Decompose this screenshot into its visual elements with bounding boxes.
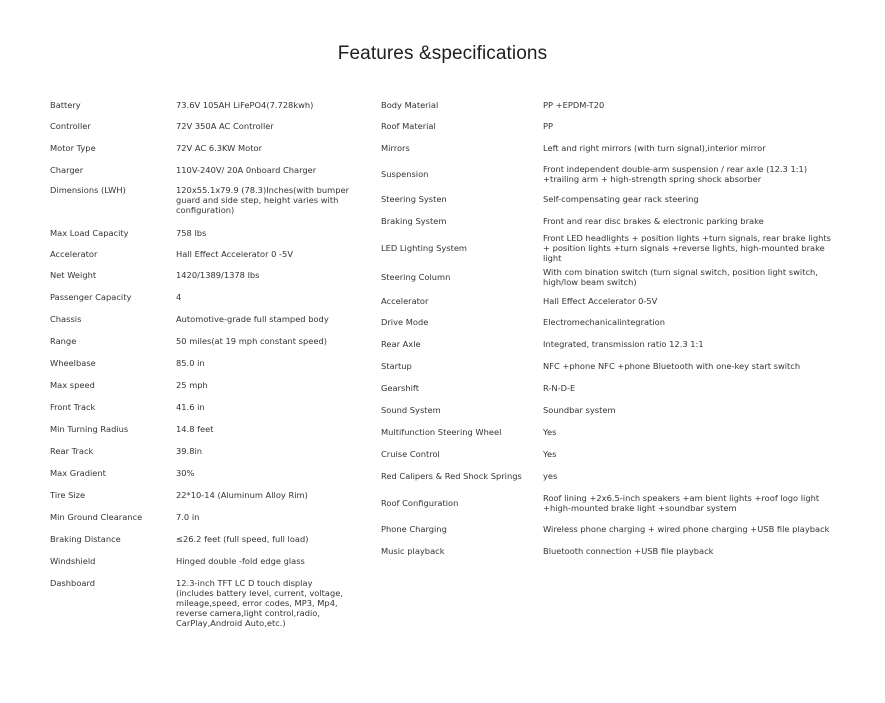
spec-label: Suspension <box>381 168 429 179</box>
spec-label: Cruise Control <box>381 449 440 459</box>
spec-value: Hall Effect Accelerator 0-5V <box>543 295 658 306</box>
spec-row-net-weight <box>50 264 370 286</box>
spec-label: Accelerator <box>50 248 98 259</box>
spec-row-controller <box>50 115 370 137</box>
spec-value: 12.3-inch TFT LC D touch display (includes battery level, current, voltage, mileage,speed, error codes, MP3, Mp4, reverse camera,light control,radio, CarPlay,Android Auto,etc.) <box>176 578 344 628</box>
spec-value: 14.8 feet <box>176 424 214 434</box>
spec-label: Net Weight <box>50 270 97 280</box>
spec-row-dashboard <box>50 572 370 634</box>
spec-label: Braking System <box>381 216 447 226</box>
spec-value: Soundbar system <box>543 405 616 415</box>
spec-row-cruise-control <box>381 443 841 465</box>
spec-value: 7.0 in <box>176 512 200 522</box>
spec-row-accelerator <box>381 290 841 311</box>
spec-label: Rear Track <box>50 446 94 456</box>
spec-value: 25 mph <box>176 380 208 390</box>
spec-row-accelerator <box>50 243 370 264</box>
spec-row-windshield <box>50 550 370 572</box>
spec-label: Min Ground Clearance <box>50 512 143 522</box>
spec-row-max-speed <box>50 374 370 396</box>
spec-row-roof-configuration <box>381 487 841 518</box>
spec-value: 39.8in <box>176 446 203 456</box>
spec-row-motor-type <box>50 137 370 159</box>
spec-row-chassis <box>50 308 370 330</box>
spec-label: Controller <box>50 121 91 131</box>
spec-row-min-ground-clearance <box>50 506 370 528</box>
spec-label: Max Gradient <box>50 468 106 478</box>
spec-value: Front independent double-arm suspension / rear axle (12.3 1:1) +trailing arm + high-strength spring shock absorber <box>543 163 808 184</box>
spec-label: Min Turning Radius <box>50 424 129 434</box>
spec-value: NFC +phone NFC +phone Bluetooth with one-key start switch <box>543 361 801 371</box>
spec-row-dimensions <box>50 181 370 222</box>
spec-value: Yes <box>543 449 557 459</box>
spec-value: 50 miles(at 19 mph constant speed) <box>176 336 327 346</box>
spec-label: Startup <box>381 361 412 371</box>
spec-label: Drive Mode <box>381 317 429 327</box>
spec-row-braking-distance <box>50 528 370 550</box>
spec-label: Passenger Capacity <box>50 292 132 302</box>
spec-row-max-load <box>50 222 370 243</box>
spec-label: Steering Systen <box>381 194 447 204</box>
spec-label: Wheelbase <box>50 358 96 368</box>
spec-value: PP <box>543 121 554 131</box>
spec-row-front-track <box>50 396 370 418</box>
spec-row-phone-charging <box>381 518 841 540</box>
spec-row-battery <box>50 94 370 115</box>
spec-value: Electromechanicalintegration <box>543 317 665 327</box>
spec-value: Front LED headlights + position lights +turn signals, rear brake lights + position lights +turn signals +reverse lights, high-mounted brake light <box>543 232 831 263</box>
spec-row-max-gradient <box>50 462 370 484</box>
spec-label: Charger <box>50 165 84 175</box>
spec-value: Integrated, transmission ratio 12.3 1:1 <box>543 339 704 349</box>
page-title: Features &specifications <box>337 43 548 64</box>
spec-label: Battery <box>50 99 81 110</box>
spec-value: R-N-D-E <box>543 383 576 393</box>
spec-label: Chassis <box>50 314 82 324</box>
spec-row-braking-system <box>381 210 841 232</box>
spec-row-min-turning-radius <box>50 418 370 440</box>
spec-row-led-lighting <box>381 232 841 263</box>
spec-row-range <box>50 330 370 352</box>
spec-label: Phone Charging <box>381 524 447 534</box>
spec-value: 41.6 in <box>176 402 205 412</box>
spec-value: PP +EPDM-T20 <box>543 99 605 110</box>
spec-label: Red Calipers & Red Shock Springs <box>381 471 522 481</box>
spec-row-music-playback <box>381 540 841 562</box>
spec-label: Max Load Capacity <box>50 227 129 238</box>
spec-row-passenger-capacity <box>50 286 370 308</box>
spec-label: Rear Axle <box>381 339 421 349</box>
spec-value: Left and right mirrors (with turn signal),interior mirror <box>543 143 766 153</box>
spec-row-body-material <box>381 94 841 115</box>
spec-value: Yes <box>543 427 557 437</box>
spec-value: 85.0 in <box>176 358 205 368</box>
spec-value: 1420/1389/1378 lbs <box>176 270 260 280</box>
spec-label: LED Lighting System <box>381 242 468 253</box>
spec-label: Dimensions (LWH) <box>50 185 126 195</box>
spec-row-suspension <box>381 159 841 188</box>
spec-label: Sound System <box>381 405 441 415</box>
spec-value: 22*10-14 (Aluminum Alloy Rim) <box>176 490 308 500</box>
spec-value: 4 <box>176 292 182 302</box>
spec-value: Hall Effect Accelerator 0 -5V <box>176 248 293 259</box>
spec-row-drive-mode <box>381 311 841 333</box>
spec-row-charger <box>50 159 370 181</box>
spec-value: Front and rear disc brakes & electronic parking brake <box>543 216 764 226</box>
spec-row-sound-system <box>381 399 841 421</box>
spec-row-rear-track <box>50 440 370 462</box>
spec-value: With com bination switch (turn signal switch, position light switch, high/low beam switch) <box>543 266 818 287</box>
spec-label: Max speed <box>50 380 95 390</box>
spec-label: Roof Material <box>381 121 436 131</box>
spec-value: 73.6V 105AH LiFePO4(7.728kwh) <box>176 99 314 110</box>
spec-value: 30% <box>176 468 195 478</box>
spec-value: ≤26.2 feet (full speed, full load) <box>176 534 309 544</box>
spec-label: Braking Distance <box>50 534 121 544</box>
spec-row-mirrors <box>381 137 841 159</box>
spec-label: Range <box>50 336 77 346</box>
spec-label: Steering Column <box>381 271 451 282</box>
spec-value: Bluetooth connection +USB file playback <box>543 546 714 556</box>
spec-label: Motor Type <box>50 143 96 153</box>
spec-row-tire-size <box>50 484 370 506</box>
spec-row-steering-column <box>381 263 841 290</box>
spec-row-startup <box>381 355 841 377</box>
spec-value: 758 lbs <box>176 227 207 238</box>
spec-row-roof-material <box>381 115 841 137</box>
spec-label: Mirrors <box>381 143 410 153</box>
spec-row-wheelbase <box>50 352 370 374</box>
spec-row-red-calipers <box>381 465 841 487</box>
spec-label: Music playback <box>381 546 445 556</box>
spec-value: 110V-240V/ 20A 0nboard Charger <box>176 165 317 175</box>
spec-label: Windshield <box>50 556 96 566</box>
spec-row-rear-axle <box>381 333 841 355</box>
spec-label: Dashboard <box>50 578 96 588</box>
right-spec-column <box>381 94 841 562</box>
spec-row-steering-system <box>381 188 841 210</box>
spec-value: yes <box>543 471 558 481</box>
spec-label: Tire Size <box>50 490 86 500</box>
spec-label: Gearshift <box>381 383 419 393</box>
spec-label: Multifunction Steering Wheel <box>381 427 502 437</box>
spec-value: Self-compensating gear rack steering <box>543 194 699 204</box>
spec-value: Wireless phone charging + wired phone charging +USB file playback <box>543 524 830 534</box>
spec-value: Roof lining +2x6.5-inch speakers +am bient lights +roof logo light +high-mounted brake light +soundbar system <box>543 492 820 513</box>
spec-label: Front Track <box>50 402 96 412</box>
spec-label: Body Material <box>381 99 439 110</box>
spec-row-gearshift <box>381 377 841 399</box>
spec-value: 72V AC 6.3KW Motor <box>176 143 262 153</box>
spec-row-multifunction-steering-wheel <box>381 421 841 443</box>
left-spec-column <box>50 94 370 634</box>
spec-label: Roof Configuration <box>381 497 459 508</box>
spec-value: 72V 350A AC Controller <box>176 121 274 131</box>
spec-label: Accelerator <box>381 295 429 306</box>
spec-value: Hinged double -fold edge glass <box>176 556 305 566</box>
spec-value: 120x55.1x79.9 (78.3)Inches(with bumper guard and side step, height varies with configuration) <box>176 185 350 215</box>
spec-value: Automotive-grade full stamped body <box>176 314 329 324</box>
